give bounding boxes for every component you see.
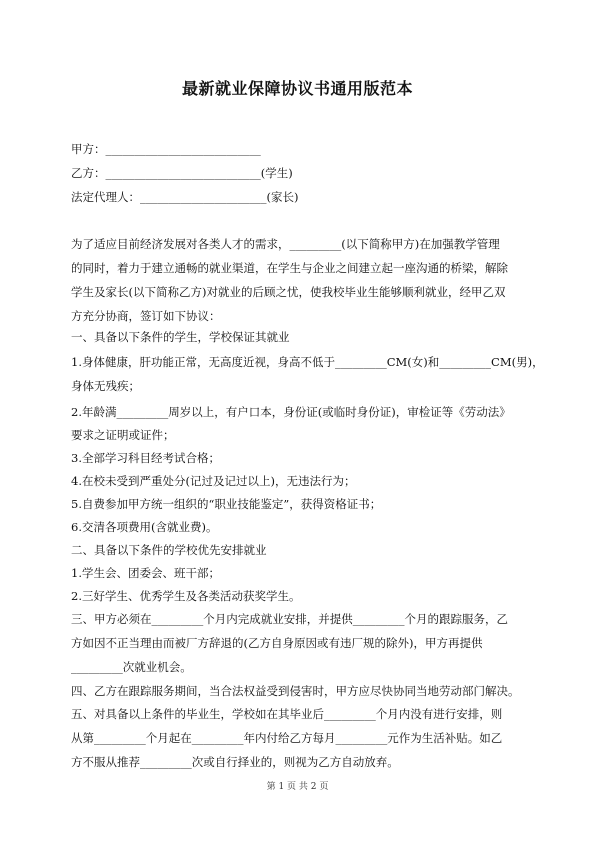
section-heading: 一、具备以下条件的学生，学校保证其就业 — [71, 330, 290, 344]
body-line: 5.自费参加甲方统一组织的“职业技能鉴定”，获得资格证书； — [71, 497, 382, 511]
party-b-line: 乙方：___________________________(学生) — [71, 166, 293, 180]
body-line: 方不服从推荐_________次或自行择业的，则视为乙方自动放弃。 — [71, 755, 399, 769]
body-line: 的同时，着力于建立通畅的就业渠道，在学生与企业之间建立起一座沟通的桥梁，解除 — [71, 261, 508, 275]
body-line: _________次就业机会。 — [71, 660, 192, 674]
body-line: 1.学生会、团委会、班干部； — [71, 566, 220, 580]
body-line: 1.身体健康，肝功能正常，无高度近视，身高不低于_________CM(女)和_________CM(男)， — [71, 355, 544, 369]
section-heading: 二、具备以下条件的学校优先安排就业 — [71, 543, 267, 557]
body-line: 身体无残疾； — [71, 379, 140, 393]
body-line: 3.全部学习科目经考试合格； — [71, 451, 220, 465]
body-line: 6.交清各项费用(含就业费)。 — [71, 520, 218, 534]
body-line: 4.在校未受到严重处分(记过及记过以上)，无违法行为； — [71, 474, 356, 488]
body-line: 为了适应目前经济发展对各类人才的需求，_________(以下简称甲方)在加强教学管理 — [71, 237, 500, 251]
legal-representative-line: 法定代理人：______________________(家长) — [71, 190, 299, 204]
section-heading: 四、乙方在跟踪服务期间，当合法权益受到侵害时，甲方应尽快协同当地劳动部门解决。 — [71, 684, 520, 698]
body-line: 2.三好学生、优秀学生及各类活动获奖学生。 — [71, 589, 301, 603]
body-line: 方充分协商，签订如下协议： — [71, 309, 221, 323]
body-line: 从第_________个月起在_________年内付给乙方每月_________元作为生活补贴。如乙 — [71, 731, 503, 745]
body-line: 学生及家长(以下简称乙方)对就业的后顾之忧，使我校毕业生能够顺利就业，经甲乙双 — [71, 285, 506, 299]
section-heading: 三、甲方必须在_________个月内完成就业安排，并提供_________个月的跟踪服务，乙 — [71, 612, 508, 626]
page-footer: 第 1 页 共 2 页 — [266, 782, 329, 792]
section-heading: 五、对具备以上条件的毕业生，学校如在其毕业后_________个月内没有进行安排，则 — [71, 707, 503, 721]
body-line: 方如因不正当理由而被厂方辞退的(乙方自身原因或有违厂规的除外)，甲方再提供 — [71, 636, 483, 650]
body-line: 2.年龄满_________周岁以上，有户口本，身份证(或临时身份证)，审检证等《劳动法》 — [71, 405, 511, 419]
body-line: 要求之证明或证件； — [71, 428, 175, 442]
document-title: 最新就业保障协议书通用版范本 — [181, 79, 413, 98]
party-a-line: 甲方：___________________________ — [71, 142, 261, 156]
